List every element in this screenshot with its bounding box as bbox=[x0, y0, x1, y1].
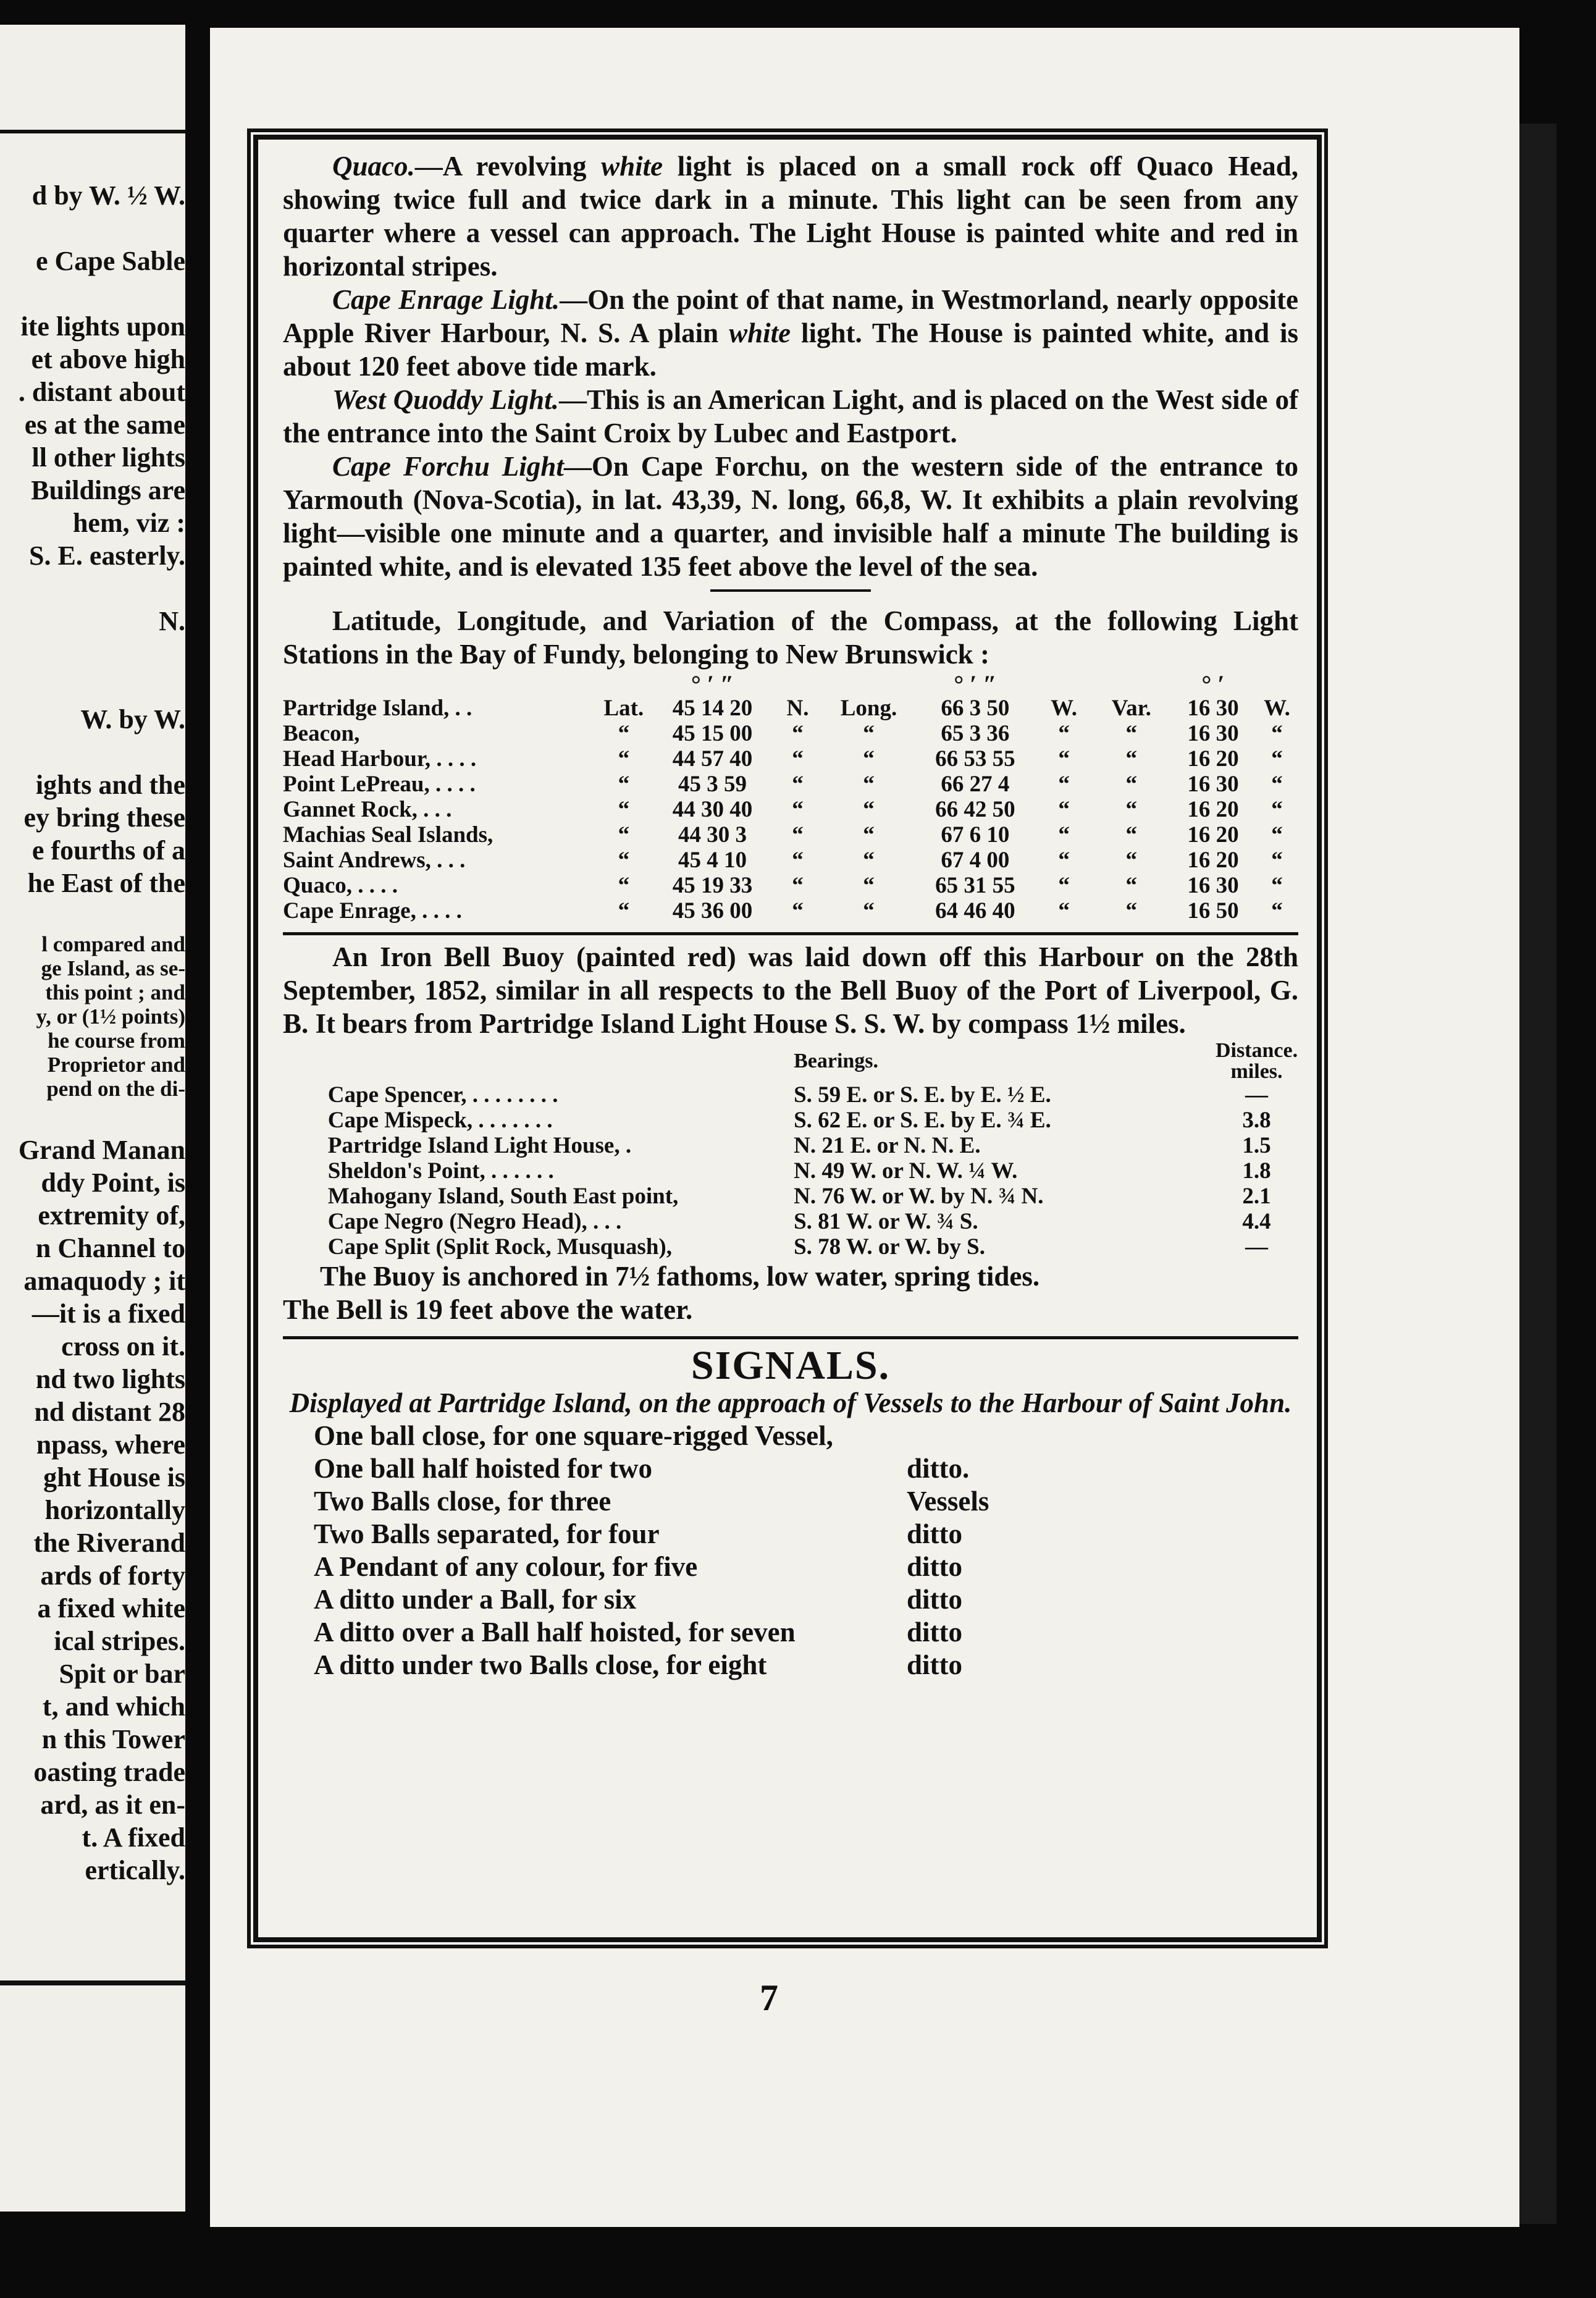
bearing-place: Cape Split (Split Rock, Musquash), bbox=[327, 1234, 672, 1260]
signal-val: ditto bbox=[907, 1584, 962, 1615]
left-page-line: nd two lights bbox=[35, 1364, 185, 1394]
signal-val: ditto bbox=[907, 1617, 962, 1648]
left-page-line: ical stripes. bbox=[54, 1626, 185, 1656]
lat-units: ° ′ ″ bbox=[691, 670, 734, 698]
station-lat: 45 19 33 bbox=[672, 873, 753, 898]
station-var-pre: “ bbox=[1125, 797, 1138, 822]
bearing-row bbox=[283, 1234, 1298, 1260]
left-page-line: this point ; and bbox=[45, 980, 185, 1004]
station-long: 64 46 40 bbox=[935, 898, 1015, 924]
left-page-line bbox=[0, 638, 185, 670]
station-var-dir: “ bbox=[1271, 721, 1283, 746]
station-long: 67 6 10 bbox=[941, 822, 1010, 848]
station-lat-pre: “ bbox=[618, 746, 630, 772]
station-name: Partridge Island, . . bbox=[283, 696, 472, 721]
bearing-row bbox=[283, 1209, 1298, 1234]
signal-sig: A ditto over a Ball half hoisted, for seven bbox=[314, 1617, 796, 1648]
cape-forchu-paragraph bbox=[283, 450, 1298, 583]
left-page-line: oasting trade bbox=[33, 1757, 185, 1787]
lighthouse-panel bbox=[253, 135, 1322, 1942]
station-var-pre: “ bbox=[1125, 898, 1138, 924]
left-page-line: et above high bbox=[31, 344, 185, 374]
left-page-line: t. A fixed bbox=[82, 1822, 185, 1853]
station-var: 16 30 bbox=[1187, 696, 1239, 721]
left-page-line: ards of forty bbox=[40, 1560, 185, 1591]
station-row bbox=[283, 746, 1298, 772]
buoy-paragraph bbox=[283, 940, 1298, 1040]
page-number: 7 bbox=[760, 1977, 778, 2018]
station-var: 16 30 bbox=[1187, 721, 1239, 746]
station-long: 66 42 50 bbox=[935, 797, 1015, 822]
buoy-anchor-line bbox=[283, 1260, 1298, 1293]
station-lat-pre: “ bbox=[618, 822, 630, 848]
bearing-row bbox=[283, 1184, 1298, 1209]
station-name: Machias Seal Islands, bbox=[283, 822, 494, 848]
station-lat-dir: “ bbox=[792, 772, 804, 797]
bearing-dist: 1.5 bbox=[1242, 1133, 1271, 1158]
bearing-bearing: S. 62 E. or S. E. by E. ¾ E. bbox=[794, 1108, 1051, 1133]
left-page-line: npass, where bbox=[36, 1429, 185, 1460]
bearing-place: Partridge Island Light House, . bbox=[327, 1133, 632, 1158]
station-name: Head Harbour, . . . . bbox=[283, 746, 477, 772]
station-var-dir: “ bbox=[1271, 797, 1283, 822]
west-quoddy-text: —This is an American Light, and is placed on the West side of the entrance into the Saint Croix by Lubec and Eastport. bbox=[283, 384, 1298, 448]
station-long: 65 3 36 bbox=[941, 721, 1010, 746]
bearing-dist: 1.8 bbox=[1242, 1158, 1271, 1184]
station-long-pre: “ bbox=[863, 721, 875, 746]
station-var: 16 20 bbox=[1187, 746, 1239, 772]
left-page-line: W. by W. bbox=[80, 704, 185, 734]
signal-val: ditto bbox=[907, 1649, 962, 1680]
cape-enrage-text: —On the point of that name, in Westmorland, nearly opposite Apple River Harbour, N. S. A plain white light. The House is painted white, and is about 120 feet above tide mark. bbox=[283, 284, 1299, 382]
bearing-indent bbox=[283, 1108, 328, 1133]
bearing-bearing: N. 76 W. or W. by N. ¾ N. bbox=[794, 1184, 1044, 1209]
station-var-dir: “ bbox=[1271, 898, 1283, 924]
left-page-line: y, or (1½ points) bbox=[36, 1004, 185, 1029]
bearing-bearing: S. 78 W. or W. by S. bbox=[794, 1234, 985, 1260]
left-page-line: Grand Manan bbox=[18, 1135, 185, 1165]
left-page-line: extremity of, bbox=[38, 1200, 185, 1231]
bell-height-line bbox=[283, 1293, 1298, 1326]
station-var-pre: “ bbox=[1125, 721, 1138, 746]
station-long-dir: “ bbox=[1058, 848, 1070, 873]
bearing-row bbox=[283, 1082, 1298, 1108]
signal-sig: One ball close, for one square-rigged Vessel, bbox=[314, 1420, 833, 1451]
station-var-pre: “ bbox=[1125, 822, 1138, 848]
signal-row bbox=[314, 1551, 1030, 1583]
left-page-line: e Cape Sable bbox=[36, 246, 185, 276]
signal-row bbox=[314, 1452, 1030, 1485]
station-long-pre: “ bbox=[863, 898, 875, 924]
left-page-line: es at the same bbox=[24, 410, 185, 440]
station-lat-pre: “ bbox=[618, 721, 630, 746]
quaco-paragraph bbox=[283, 149, 1298, 283]
station-name: Beacon, bbox=[283, 721, 360, 746]
station-long: 66 27 4 bbox=[941, 772, 1010, 797]
left-page-line bbox=[0, 736, 185, 768]
station-long: 66 3 50 bbox=[941, 696, 1010, 721]
left-page-line: Proprietor and bbox=[47, 1053, 185, 1077]
station-lat-pre: “ bbox=[618, 772, 630, 797]
station-long-pre: “ bbox=[863, 848, 875, 873]
station-var-dir: “ bbox=[1271, 746, 1283, 772]
station-lat-pre: “ bbox=[618, 898, 630, 924]
left-page-line: ey bring these bbox=[23, 802, 185, 833]
station-lat-pre: “ bbox=[618, 797, 630, 822]
signal-sig: A Pendant of any colour, for five bbox=[314, 1551, 698, 1582]
station-var: 16 20 bbox=[1187, 848, 1239, 873]
station-long-pre: Long. bbox=[840, 696, 897, 721]
lat-long-table bbox=[283, 670, 1298, 924]
station-name: Gannet Rock, . . . bbox=[283, 797, 452, 822]
bearing-place: Sheldon's Point, . . . . . . bbox=[327, 1158, 554, 1184]
bearing-indent bbox=[283, 1209, 328, 1234]
station-row bbox=[283, 696, 1298, 721]
station-var: 16 20 bbox=[1187, 822, 1239, 848]
station-var-dir: “ bbox=[1271, 873, 1283, 898]
station-lat: 45 4 10 bbox=[678, 848, 747, 873]
station-name: Quaco, . . . . bbox=[283, 873, 398, 898]
signal-val: Vessels bbox=[907, 1486, 989, 1517]
left-page-line: amaquody ; it bbox=[23, 1266, 185, 1296]
left-page-line: —it is a fixed bbox=[32, 1298, 185, 1329]
station-lat: 45 3 59 bbox=[678, 772, 747, 797]
station-lat-pre: “ bbox=[618, 873, 630, 898]
buoy-text: An Iron Bell Buoy (painted red) was laid down off this Harbour on the 28th September, 1852, similar in all respects to the Bell Buoy of the Port of Liverpool, G. B. It bears from Partridge Island Light House S. S. W. by compass 1½ miles. bbox=[283, 941, 1298, 1039]
station-lat: 44 57 40 bbox=[672, 746, 753, 772]
station-name: Cape Enrage, . . . . bbox=[283, 898, 462, 924]
page-edge-shadow bbox=[1519, 124, 1556, 2224]
left-page-line: l compared and bbox=[41, 932, 185, 956]
station-lat-dir: “ bbox=[792, 848, 804, 873]
signal-sig: Two Balls separated, for four bbox=[314, 1518, 660, 1549]
station-name: Point LePreau, . . . . bbox=[283, 772, 476, 797]
station-row bbox=[283, 873, 1298, 898]
bearing-indent bbox=[283, 1184, 328, 1209]
bearing-place: Cape Mispeck, . . . . . . . bbox=[327, 1108, 553, 1133]
quaco-heading: Quaco. bbox=[332, 151, 415, 182]
signal-row bbox=[314, 1616, 1030, 1649]
cape-forchu-heading: Cape Forchu Light bbox=[332, 451, 564, 482]
bearing-place: Cape Spencer, . . . . . . . . bbox=[327, 1082, 558, 1108]
left-page-line: cross on it. bbox=[61, 1331, 185, 1362]
left-page-line: nd distant 28 bbox=[34, 1397, 185, 1427]
left-page-line bbox=[0, 572, 185, 605]
station-lat-dir: “ bbox=[792, 721, 804, 746]
bearing-dist: 4.4 bbox=[1242, 1209, 1271, 1234]
left-page-line: hem, viz : bbox=[72, 508, 185, 538]
signals-title: SIGNALS. bbox=[691, 1343, 891, 1388]
signal-val: ditto. bbox=[907, 1453, 970, 1484]
station-lat-pre: Lat. bbox=[603, 696, 644, 721]
signal-sig: Two Balls close, for three bbox=[314, 1486, 611, 1517]
west-quoddy-heading: West Quoddy Light. bbox=[332, 384, 559, 415]
left-page-line: N. bbox=[159, 606, 185, 636]
cape-enrage-paragraph bbox=[283, 283, 1298, 383]
station-long: 65 31 55 bbox=[935, 873, 1015, 898]
station-long-dir: “ bbox=[1058, 772, 1070, 797]
signals-table bbox=[314, 1420, 1030, 1681]
left-page-line: horizontally bbox=[44, 1495, 185, 1525]
station-row bbox=[283, 721, 1298, 746]
left-page-line bbox=[0, 1101, 185, 1134]
latitude-intro-text: Latitude, Longitude, and Variation of the Compass, at the following Light Stations in the Bay of Fundy, belonging to New Brunswick : bbox=[283, 605, 1298, 670]
station-var: 16 30 bbox=[1187, 772, 1239, 797]
station-var-pre: “ bbox=[1125, 873, 1138, 898]
station-long: 67 4 00 bbox=[941, 848, 1010, 873]
station-long-dir: “ bbox=[1058, 746, 1070, 772]
bearings-table bbox=[283, 1040, 1298, 1260]
section-divider bbox=[710, 589, 871, 592]
station-var: 16 50 bbox=[1187, 898, 1239, 924]
station-lat-dir: “ bbox=[792, 746, 804, 772]
station-lat: 44 30 40 bbox=[672, 797, 753, 822]
left-page-line: ddy Point, is bbox=[41, 1168, 185, 1198]
left-page-line: ght House is bbox=[43, 1462, 185, 1492]
left-page-line: . distant about bbox=[18, 377, 185, 407]
latitude-intro bbox=[283, 604, 1298, 671]
station-long-pre: “ bbox=[863, 797, 875, 822]
var-units: ° ′ bbox=[1201, 670, 1225, 698]
bearing-dist: — bbox=[1245, 1234, 1269, 1260]
signal-row bbox=[314, 1583, 1030, 1616]
bearing-indent bbox=[283, 1082, 328, 1108]
station-row bbox=[283, 772, 1298, 797]
signal-val: ditto bbox=[907, 1518, 962, 1549]
left-page-line: d by W. ½ W. bbox=[32, 180, 185, 211]
left-page-line: ite lights upon bbox=[20, 311, 185, 342]
left-page-line: Spit or bar bbox=[59, 1659, 185, 1689]
signal-row bbox=[314, 1649, 1030, 1681]
left-page-line bbox=[0, 277, 185, 310]
station-row bbox=[283, 898, 1298, 924]
signal-row bbox=[314, 1485, 1030, 1518]
bearing-row bbox=[283, 1133, 1298, 1158]
bearings-header-row bbox=[283, 1040, 1298, 1082]
cape-enrage-heading: Cape Enrage Light. bbox=[332, 284, 560, 315]
station-long-dir: “ bbox=[1058, 822, 1070, 848]
bearing-bearing: N. 49 W. or N. W. ¼ W. bbox=[794, 1158, 1018, 1184]
left-page-line bbox=[0, 899, 185, 932]
left-page-line: t, and which bbox=[42, 1691, 185, 1722]
signal-sig: One ball half hoisted for two bbox=[314, 1453, 652, 1484]
left-page-line: he course from bbox=[48, 1029, 185, 1053]
bearing-row bbox=[283, 1158, 1298, 1184]
left-page-line bbox=[0, 670, 185, 703]
station-lat: 45 36 00 bbox=[672, 898, 753, 924]
station-long-dir: W. bbox=[1051, 696, 1078, 721]
bearing-dist: 3.8 bbox=[1242, 1108, 1271, 1133]
bearing-bearing: S. 59 E. or S. E. by E. ½ E. bbox=[794, 1082, 1051, 1108]
bearing-place: Cape Negro (Negro Head), . . . bbox=[327, 1209, 622, 1234]
signal-sig: A ditto under a Ball, for six bbox=[314, 1584, 637, 1615]
station-lat-dir: N. bbox=[786, 696, 809, 721]
left-page-line: pend on the di- bbox=[46, 1077, 185, 1101]
left-page-line: ertically. bbox=[85, 1855, 185, 1885]
station-long-pre: “ bbox=[863, 746, 875, 772]
left-page-line: n this Tower bbox=[41, 1724, 185, 1754]
distance-header: Distance. miles. bbox=[1215, 1039, 1298, 1083]
station-lat-dir: “ bbox=[792, 822, 804, 848]
left-page-line: the Riverand bbox=[33, 1528, 185, 1558]
bearing-dist: — bbox=[1245, 1082, 1269, 1108]
book-spine bbox=[185, 0, 210, 2298]
station-var-dir: “ bbox=[1271, 772, 1283, 797]
left-page-line bbox=[0, 212, 185, 245]
left-page-line: ll other lights bbox=[32, 442, 185, 473]
station-var-dir: W. bbox=[1264, 696, 1290, 721]
signals-subtitle: Displayed at Partridge Island, on the approach of Vessels to the Harbour of Saint John. bbox=[289, 1387, 1292, 1418]
bearing-dist: 2.1 bbox=[1242, 1184, 1271, 1209]
quaco-text: —A revolving white light is placed on a small rock off Quaco Head, showing twice full and twice dark in a minute. This light can be seen from any quarter where a vessel can approach. The Light House is painted white and red in horizontal stripes. bbox=[283, 151, 1298, 282]
signal-val bbox=[907, 1420, 1030, 1452]
station-lat: 44 30 3 bbox=[678, 822, 747, 848]
signal-sig: A ditto under two Balls close, for eight bbox=[314, 1649, 767, 1680]
table-divider bbox=[283, 932, 1298, 935]
buoy-anchor-text: The Buoy is anchored in 7½ fathoms, low water, spring tides. bbox=[320, 1261, 1040, 1292]
cape-forchu-text: —On Cape Forchu, on the western side of the entrance to Yarmouth (Nova-Scotia), in lat. 43,39, N. long, 66,8, W. It exhibits a plain revolving light—visible one minute and a quarter, and invisible half a minute The building is painted white, and is elevated 135 feet above the level of the sea. bbox=[283, 451, 1299, 582]
bearing-row bbox=[283, 1108, 1298, 1133]
station-lat-dir: “ bbox=[792, 873, 804, 898]
left-page-line: n Channel to bbox=[35, 1233, 185, 1263]
bearing-indent bbox=[283, 1158, 328, 1184]
bearing-indent bbox=[283, 1133, 328, 1158]
station-lat-dir: “ bbox=[792, 898, 804, 924]
long-units: ° ′ ″ bbox=[954, 670, 997, 698]
station-row bbox=[283, 822, 1298, 848]
bearing-place: Mahogany Island, South East point, bbox=[327, 1184, 679, 1209]
bearings-header: Bearings. bbox=[794, 1050, 879, 1072]
west-quoddy-paragraph bbox=[283, 383, 1298, 450]
station-long-dir: “ bbox=[1058, 721, 1070, 746]
signals-divider bbox=[283, 1336, 1298, 1339]
station-var: 16 20 bbox=[1187, 797, 1239, 822]
station-lat: 45 14 20 bbox=[672, 696, 753, 721]
left-page-text bbox=[0, 179, 185, 1887]
station-row bbox=[283, 848, 1298, 873]
station-name: Saint Andrews, . . . bbox=[283, 848, 466, 873]
station-var-dir: “ bbox=[1271, 848, 1283, 873]
station-var-pre: “ bbox=[1125, 848, 1138, 873]
left-page-line: ard, as it en- bbox=[40, 1790, 185, 1820]
station-var-pre: “ bbox=[1125, 772, 1138, 797]
station-long-pre: “ bbox=[863, 873, 875, 898]
station-row bbox=[283, 797, 1298, 822]
station-long-dir: “ bbox=[1058, 898, 1070, 924]
station-lat-dir: “ bbox=[792, 797, 804, 822]
bearing-bearing: S. 81 W. or W. ¾ S. bbox=[794, 1209, 978, 1234]
left-facing-page bbox=[0, 25, 206, 2212]
left-page-line: ights and the bbox=[35, 770, 185, 800]
units-row bbox=[283, 673, 1298, 696]
station-var-pre: Var. bbox=[1111, 696, 1151, 721]
station-long-dir: “ bbox=[1058, 797, 1070, 822]
left-page-line: e fourths of a bbox=[32, 835, 185, 865]
left-page-line: ge Island, as se- bbox=[41, 956, 185, 980]
bearing-bearing: N. 21 E. or N. N. E. bbox=[794, 1133, 981, 1158]
signal-row bbox=[314, 1420, 1030, 1452]
left-page-line: he East of the bbox=[27, 868, 185, 898]
station-lat: 45 15 00 bbox=[672, 721, 753, 746]
left-page-line: S. E. easterly. bbox=[29, 541, 185, 571]
station-var: 16 30 bbox=[1187, 873, 1239, 898]
station-long-dir: “ bbox=[1058, 873, 1070, 898]
station-lat-pre: “ bbox=[618, 848, 630, 873]
station-long: 66 53 55 bbox=[935, 746, 1015, 772]
station-long-pre: “ bbox=[863, 772, 875, 797]
station-var-dir: “ bbox=[1271, 822, 1283, 848]
station-var-pre: “ bbox=[1125, 746, 1138, 772]
station-long-pre: “ bbox=[863, 822, 875, 848]
left-page-line: a fixed white bbox=[37, 1593, 185, 1623]
bell-height-text: The Bell is 19 feet above the water. bbox=[283, 1294, 693, 1325]
bearing-indent bbox=[283, 1234, 328, 1260]
signal-row bbox=[314, 1518, 1030, 1551]
signal-val: ditto bbox=[907, 1551, 962, 1582]
left-page-line: Buildings are bbox=[31, 475, 185, 505]
